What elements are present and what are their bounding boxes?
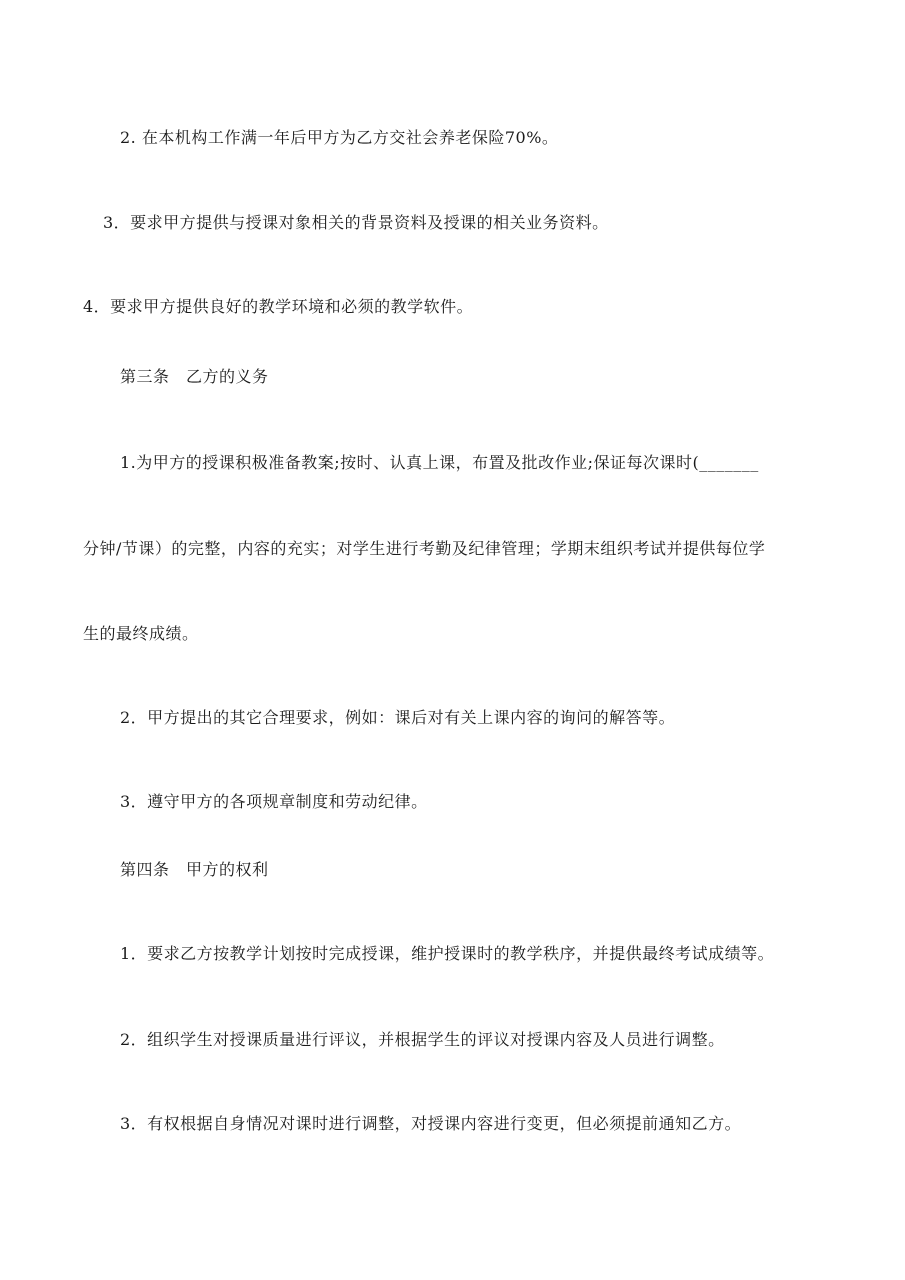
article-3-item-3: 3．遵守甲方的各项规章制度和劳动纪律。 — [120, 792, 428, 811]
article-4-item-3: 3．有权根据自身情况对课时进行调整，对授课内容进行变更，但必须提前通知乙方。 — [120, 1114, 742, 1133]
article-3-item-1-line-2: 分钟/节课）的完整，内容的充实；对学生进行考勤及纪律管理；学期末组织考试并提供每位学 — [83, 539, 766, 558]
clause-3-background-materials: 3．要求甲方提供与授课对象相关的背景资料及授课的相关业务资料。 — [103, 213, 609, 232]
clause-4-teaching-environment: 4．要求甲方提供良好的教学环境和必须的教学软件。 — [83, 297, 474, 316]
article-4-item-2: 2．组织学生对授课质量进行评议，并根据学生的评议对授课内容及人员进行调整。 — [120, 1030, 725, 1049]
article-3-item-2: 2．甲方提出的其它合理要求，例如：课后对有关上课内容的询问的解答等。 — [120, 708, 676, 727]
article-3-heading: 第三条 乙方的义务 — [120, 367, 269, 386]
article-4-heading: 第四条 甲方的权利 — [120, 860, 269, 879]
article-3-item-1-line-1: 1.为甲方的授课积极准备教案;按时、认真上课，布置及批改作业;保证每次课时(_______ — [120, 453, 759, 472]
article-4-item-1: 1．要求乙方按教学计划按时完成授课，维护授课时的教学秩序，并提供最终考试成绩等。 — [120, 944, 775, 963]
clause-2-social-insurance: 2. 在本机构工作满一年后甲方为乙方交社会养老保险70%。 — [120, 128, 559, 147]
article-3-item-1-line-3: 生的最终成绩。 — [83, 624, 199, 643]
